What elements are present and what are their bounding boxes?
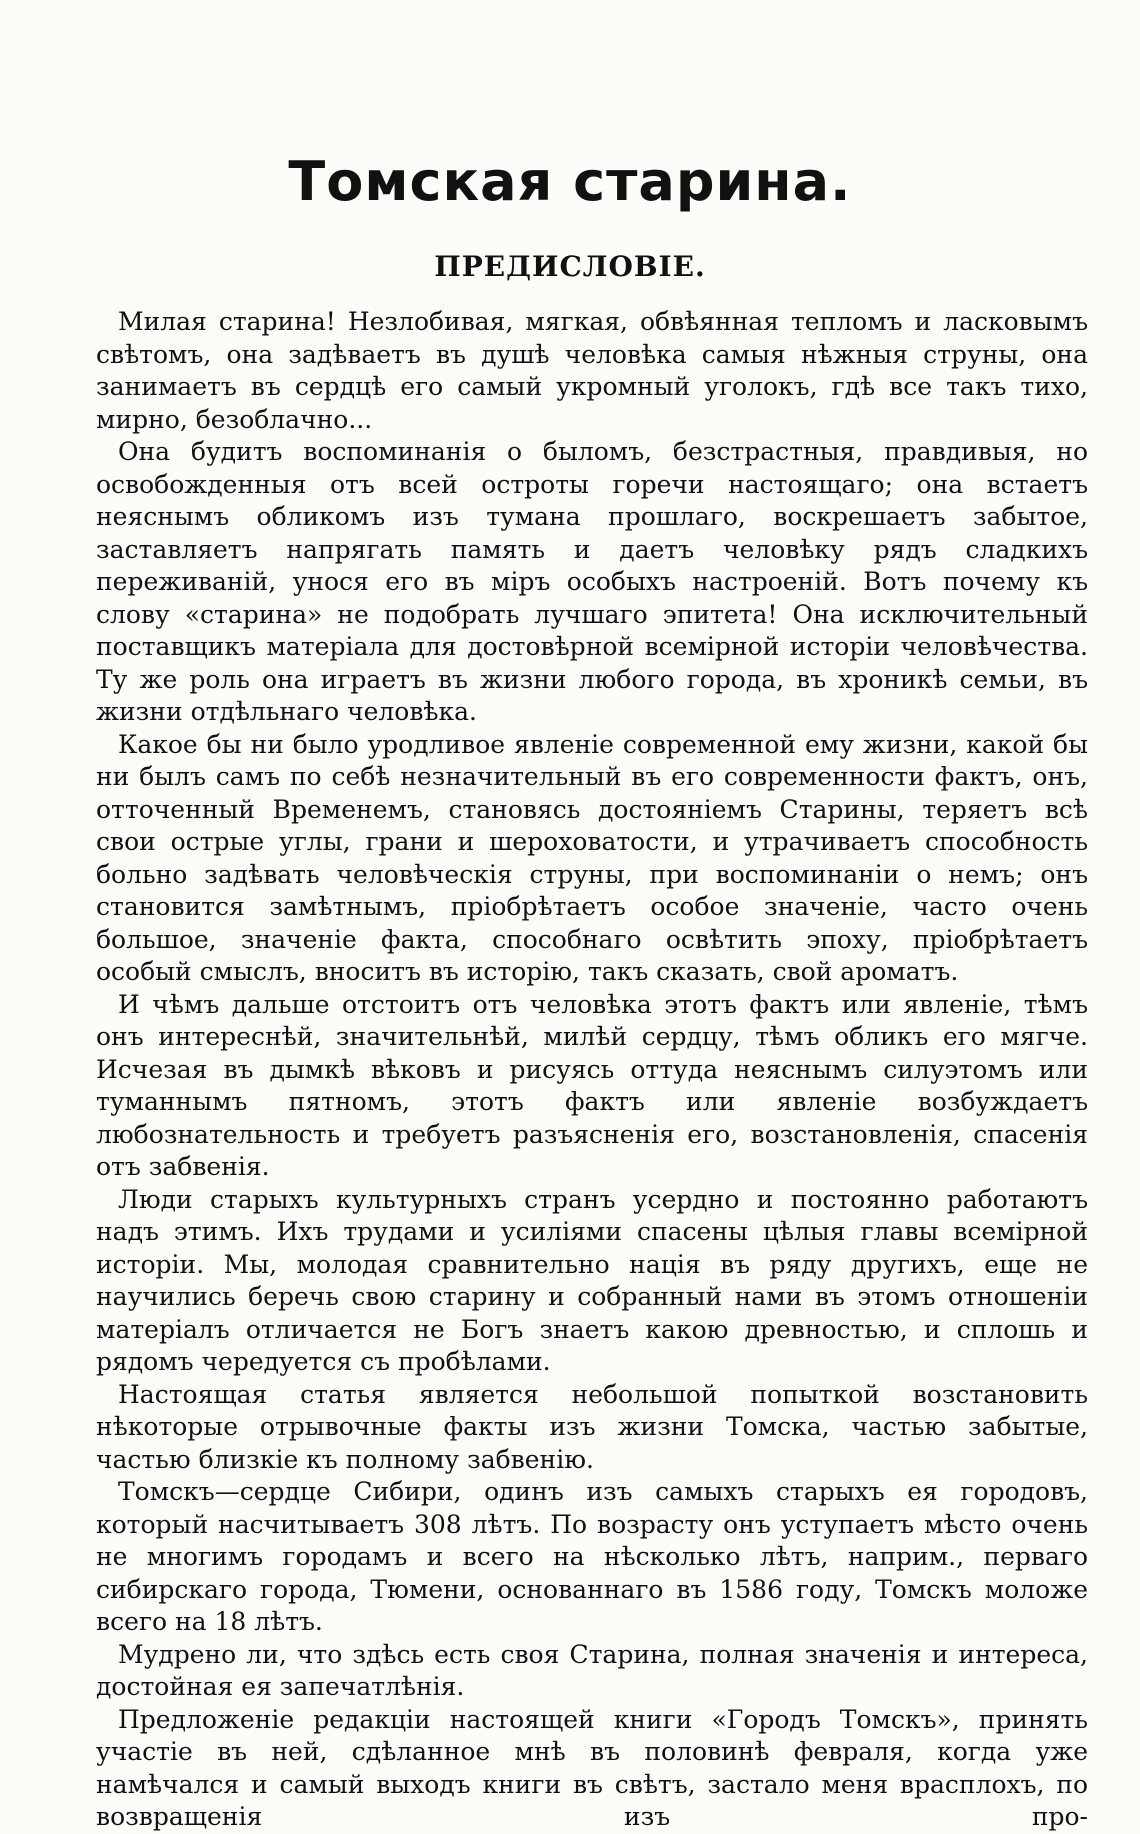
paragraph-8: Мудрено ли, что здѣсь есть своя Старина, полная значенія и интереса, достойная ея запечатлѣнія. <box>96 1639 1088 1701</box>
paragraph-2: Она будитъ воспоминанія о быломъ, безстрастныя, правдивыя, но освобожденныя отъ всей остроты горечи настоящаго; она встаетъ неяснымъ обликомъ изъ тумана прошлаго, воскрешаетъ забытое, заставляетъ напрягать память и даетъ человѣку рядъ сладкихъ переживаній, унося его въ міръ особыхъ настроеній. Вотъ почему къ слову «старина» не подобрать лучшаго эпитета! Она исключительный поставщикъ матеріала для достовѣрной всемірной исторіи человѣчества. Ту же роль она играетъ въ жизни любого города, въ хроникѣ семьи, въ жизни отдѣльнаго человѣка. <box>96 437 1088 726</box>
paragraph-7: Томскъ—сердце Сибири, одинъ изъ самыхъ старыхъ ея городовъ, который насчитываетъ 308 лѣтъ. По возрасту онъ уступаетъ мѣсто очень не многимъ городамъ и всего на нѣсколько лѣтъ, наприм., перваго сибирскаго города, Тюмени, основаннаго въ 1586 году, Томскъ моложе всего на 18 лѣтъ. <box>96 1477 1088 1636</box>
page-title: Томская старина. <box>288 150 852 213</box>
paragraph-9: Предложеніе редакціи настоящей книги «Городъ Томскъ», принять участіе въ ней, сдѣланное мнѣ въ половинѣ февраля, когда уже намѣчался и самый выходъ книги въ свѣтъ, застало меня врасплохъ, по возвращенія изъ про- <box>96 1704 1088 1831</box>
paragraph-6: Настоящая статья является небольшой попыткой возстановить нѣкоторые отрывочные факты изъ жизни Томска, частью забытые, частью близкіе къ полному забвенію. <box>96 1379 1088 1474</box>
paragraph-1: Милая старина! Незлобивая, мягкая, обвѣянная тепломъ и ласковымъ свѣтомъ, она задѣваетъ въ душѣ человѣка самыя нѣжныя струны, она занимаетъ въ сердцѣ его самый укромный уголокъ, гдѣ все такъ тихо, мирно, безоблачно... <box>96 307 1088 434</box>
document-body <box>96 306 1088 1834</box>
paragraph-4: И чѣмъ дальше отстоитъ отъ человѣка этотъ фактъ или явленіе, тѣмъ онъ интереснѣй, значительнѣй, милѣй сердцу, тѣмъ обликъ его мягче. Исчезая въ дымкѣ вѣковъ и рисуясь оттуда неяснымъ силуэтомъ или туманнымъ пятномъ, этотъ фактъ или явленіе возбуждаетъ любознательность и требуетъ разъясненія его, возстановленія, спасенія отъ забвенія. <box>96 989 1088 1181</box>
paragraph-5: Люди старыхъ культурныхъ странъ усердно и постоянно работаютъ надъ этимъ. Ихъ трудами и усиліями спасены цѣлыя главы всемірной исторіи. Мы, молодая сравнительно нація въ ряду другихъ, еще не научились беречь свою старину и собранный нами въ этомъ отношеніи матеріалъ отличается не Богъ знаетъ какою древностью, и сплошь и рядомъ чередуется съ пробѣлами. <box>96 1184 1088 1376</box>
paragraph-3: Какое бы ни было уродливое явленіе современной ему жизни, какой бы ни былъ самъ по себѣ незначительный въ его современности фактъ, онъ, отточенный Временемъ, становясь достояніемъ Старины, теряетъ всѣ свои острые углы, грани и шероховатости, и утрачиваетъ способность больно задѣвать человѣческія струны, при воспоминаніи о немъ; онъ становится замѣтнымъ, пріобрѣтаетъ особое значеніе, часто очень большое, значеніе факта, способнаго освѣтить эпоху, пріобрѣтаетъ особый смыслъ, вноситъ въ исторію, такъ сказать, свой ароматъ. <box>96 729 1088 986</box>
section-heading: ПРЕДИСЛОВІЕ. <box>434 250 706 283</box>
